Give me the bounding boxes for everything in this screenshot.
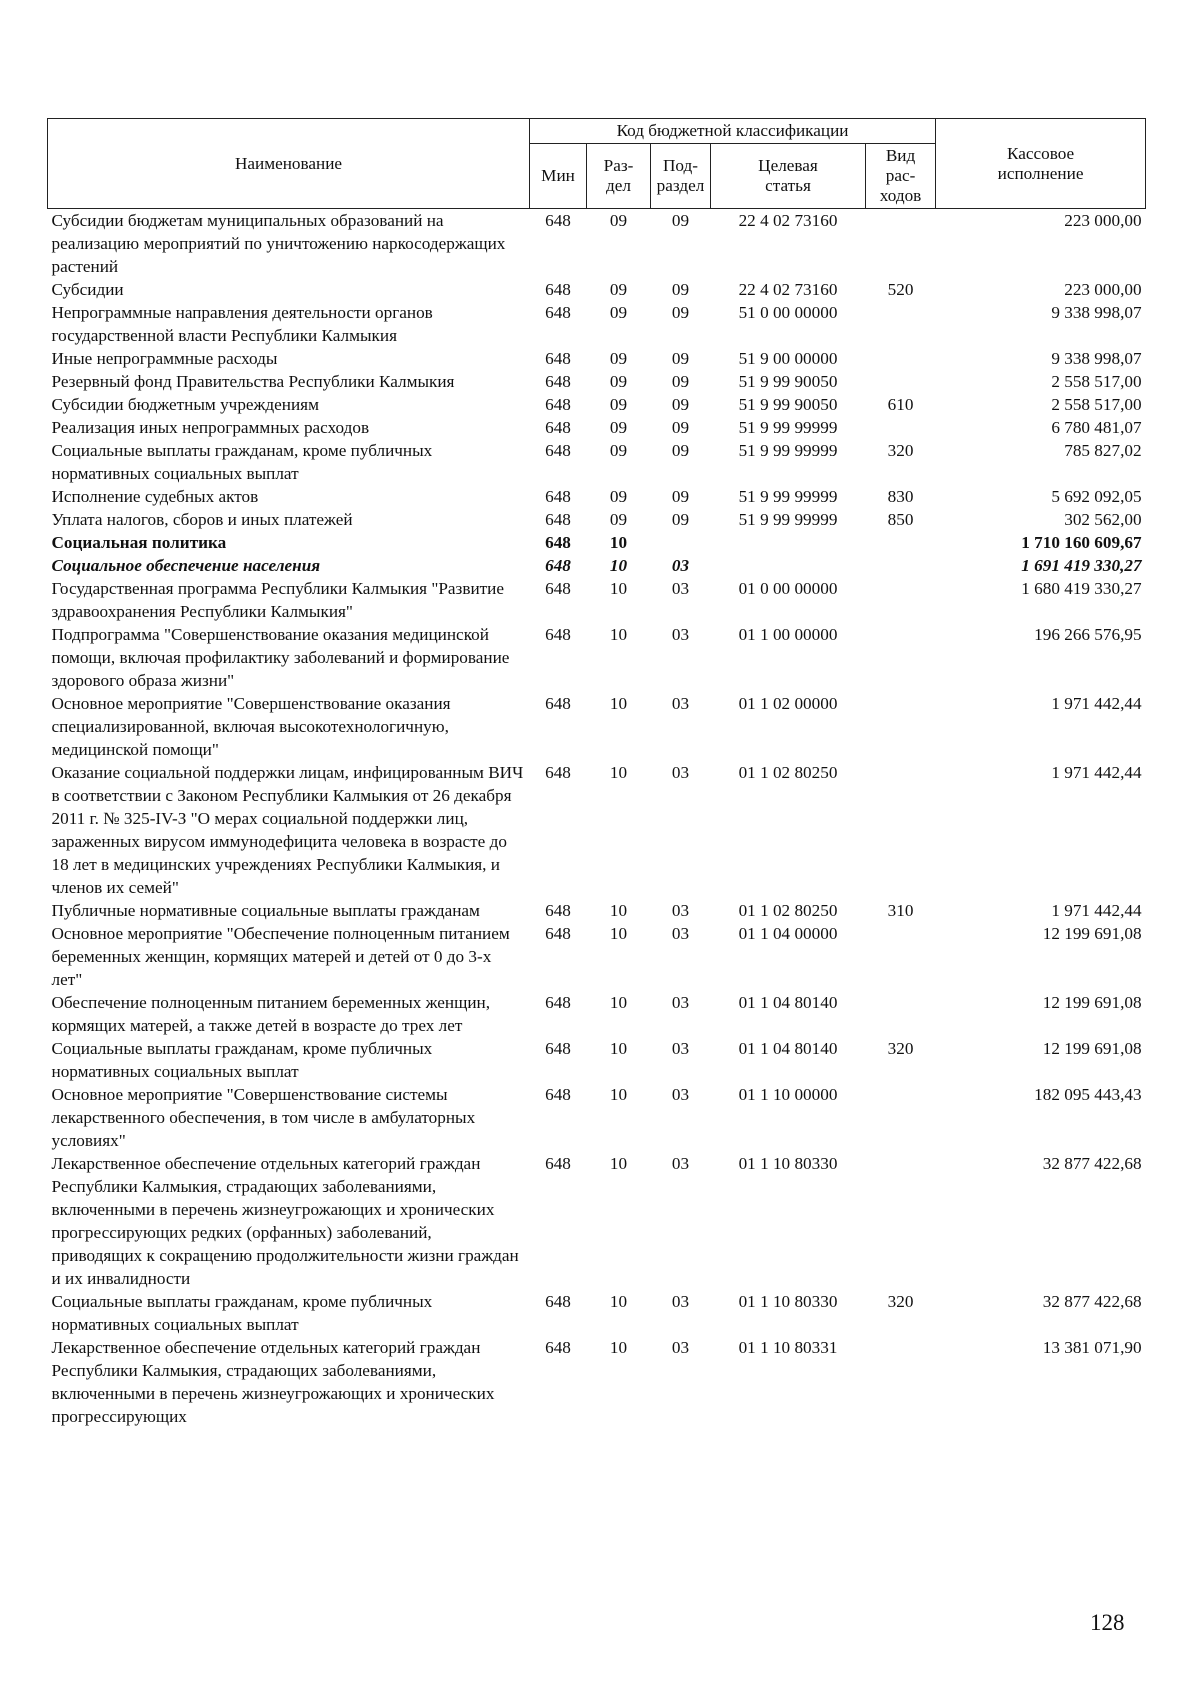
row-podrazdel: 03 [671, 556, 690, 575]
table-row [48, 1037, 1146, 1083]
row-name: Субсидии бюджетным учреждениям [51, 395, 319, 414]
row-name: Социальное обеспечение населения [51, 556, 321, 575]
row-min: 648 [545, 418, 571, 437]
row-celevaya: 01 1 00 00000 [738, 625, 838, 644]
header-code-group: Код бюджетной классификации [530, 119, 936, 144]
row-name: Основное мероприятие "Совершенствование оказания специализированной, включая высокотехнологичную, медицинской помощи" [51, 694, 451, 759]
row-celevaya [711, 531, 866, 554]
row-min: 648 [545, 1039, 571, 1058]
row-podrazdel [651, 531, 711, 554]
row-vid [866, 554, 936, 577]
row-celevaya: 01 1 04 80140 [738, 993, 838, 1012]
row-razdel: 09 [609, 487, 628, 506]
header-kassovoe: Кассовое исполнение [936, 119, 1146, 209]
row-podrazdel: 09 [671, 280, 690, 299]
row-razdel: 10 [609, 579, 628, 598]
row-celevaya: 51 9 99 90050 [738, 372, 838, 391]
row-razdel: 10 [609, 1039, 628, 1058]
table-row [48, 301, 1146, 347]
row-podrazdel: 03 [671, 625, 690, 644]
row-name: Исполнение судебных актов [51, 487, 259, 506]
row-min: 648 [545, 349, 571, 368]
row-vid [866, 1336, 936, 1428]
row-celevaya: 01 1 02 80250 [738, 763, 838, 782]
row-name: Основное мероприятие "Совершенствование системы лекарственного обеспечения, в том числе в амбулаторных условиях" [51, 1085, 476, 1150]
row-vid: 320 [887, 441, 914, 460]
table-row [48, 393, 1146, 416]
row-vid [866, 301, 936, 347]
table-header [48, 119, 1146, 209]
table-row [48, 554, 1146, 577]
row-podrazdel: 03 [671, 694, 690, 713]
row-celevaya: 51 9 99 99999 [738, 441, 838, 460]
row-vid: 610 [887, 395, 914, 414]
row-podrazdel: 03 [671, 993, 690, 1012]
row-min: 648 [545, 303, 571, 322]
row-amount: 12 199 691,08 [1042, 924, 1142, 943]
row-amount: 9 338 998,07 [1051, 303, 1142, 322]
row-name: Реализация иных непрограммных расходов [51, 418, 370, 437]
row-name: Государственная программа Республики Калмыкия "Развитие здравоохранения Республики Калмыкия" [51, 579, 504, 621]
table-row [48, 209, 1146, 279]
row-razdel: 09 [609, 395, 628, 414]
row-name: Лекарственное обеспечение отдельных категорий граждан Республики Калмыкия, страдающих заболеваниями, включенными в перечень жизнеугрожающих и хронических прогрессирующих редких (орфанных) заболеваний, приводящих к сокращению продолжительности жизни граждан и их инвалидности [51, 1154, 519, 1288]
row-razdel: 09 [609, 441, 628, 460]
header-podrazdel: Под- раздел [651, 144, 711, 209]
table-row [48, 761, 1146, 899]
row-celevaya: 51 9 00 00000 [738, 349, 838, 368]
row-razdel: 10 [609, 1292, 628, 1311]
row-amount: 223 000,00 [1064, 211, 1142, 230]
row-podrazdel: 09 [671, 441, 690, 460]
table-row [48, 278, 1146, 301]
row-amount: 5 692 092,05 [1051, 487, 1142, 506]
table-body [48, 209, 1146, 1429]
row-celevaya: 01 1 10 80330 [738, 1292, 838, 1311]
row-min: 648 [545, 1292, 571, 1311]
header-min: Мин [530, 144, 587, 209]
row-name: Лекарственное обеспечение отдельных категорий граждан Республики Калмыкия, страдающих заболеваниями, включенными в перечень жизнеугрожающих и хронических прогрессирующих [51, 1338, 495, 1426]
row-min: 648 [545, 763, 571, 782]
row-podrazdel: 09 [671, 372, 690, 391]
row-razdel: 10 [609, 1338, 628, 1357]
row-razdel: 09 [609, 418, 628, 437]
row-amount: 1 971 442,44 [1051, 901, 1142, 920]
table-row [48, 508, 1146, 531]
row-razdel: 09 [609, 280, 628, 299]
row-min: 648 [545, 924, 571, 943]
row-min: 648 [545, 280, 571, 299]
row-vid [866, 761, 936, 899]
row-celevaya: 01 1 04 80140 [738, 1039, 838, 1058]
row-razdel: 09 [609, 349, 628, 368]
row-vid [866, 991, 936, 1037]
row-razdel: 10 [609, 625, 628, 644]
table-row [48, 531, 1146, 554]
table-row [48, 692, 1146, 761]
row-amount: 1 680 419 330,27 [1021, 579, 1142, 598]
row-podrazdel: 03 [671, 1085, 690, 1104]
row-name: Социальные выплаты гражданам, кроме публичных нормативных социальных выплат [51, 1039, 433, 1081]
row-name: Иные непрограммные расходы [51, 349, 278, 368]
row-razdel: 10 [609, 763, 628, 782]
row-podrazdel: 03 [671, 1338, 690, 1357]
row-amount: 12 199 691,08 [1042, 1039, 1142, 1058]
row-amount: 302 562,00 [1064, 510, 1142, 529]
row-celevaya: 51 9 99 99999 [738, 418, 838, 437]
row-name: Основное мероприятие "Обеспечение полноценным питанием беременных женщин, кормящих матерей и детей от 0 до 3-х лет" [51, 924, 510, 989]
row-razdel: 09 [609, 211, 628, 230]
row-amount: 32 877 422,68 [1042, 1154, 1142, 1173]
row-podrazdel: 09 [671, 349, 690, 368]
row-vid [866, 577, 936, 623]
row-celevaya: 22 4 02 73160 [738, 280, 838, 299]
row-amount: 2 558 517,00 [1051, 395, 1142, 414]
row-vid [866, 1083, 936, 1152]
table-row [48, 1290, 1146, 1336]
row-name: Непрограммные направления деятельности органов государственной власти Республики Калмыкия [51, 303, 433, 345]
row-min: 648 [545, 901, 571, 920]
table-row [48, 991, 1146, 1037]
row-min: 648 [545, 533, 571, 552]
row-min: 648 [545, 694, 571, 713]
row-podrazdel: 09 [671, 510, 690, 529]
row-podrazdel: 09 [671, 487, 690, 506]
row-amount: 6 780 481,07 [1051, 418, 1142, 437]
row-celevaya: 51 9 99 99999 [738, 487, 838, 506]
row-celevaya: 51 0 00 00000 [738, 303, 838, 322]
row-vid [866, 209, 936, 279]
row-podrazdel: 03 [671, 901, 690, 920]
row-amount: 1 971 442,44 [1051, 763, 1142, 782]
row-celevaya: 01 1 10 80330 [738, 1154, 838, 1173]
row-min: 648 [545, 510, 571, 529]
row-podrazdel: 03 [671, 924, 690, 943]
row-name: Оказание социальной поддержки лицам, инфицированным ВИЧ в соответствии с Законом Республики Калмыкия от 26 декабря 2011 г. № 325-IV-З "О мерах социальной поддержки лиц, зараженных вирусом иммунодефицита человека в возрасте до 18 лет в медицинских учреждениях Республики Калмыкия, и членов их семей" [51, 763, 524, 897]
row-vid [866, 1152, 936, 1290]
row-celevaya: 01 1 04 00000 [738, 924, 838, 943]
row-amount: 1 710 160 609,67 [1021, 533, 1142, 552]
row-podrazdel: 03 [671, 1039, 690, 1058]
row-celevaya: 01 1 10 00000 [738, 1085, 838, 1104]
header-vid: Вид рас- ходов [866, 144, 936, 209]
header-celevaya: Целевая статья [711, 144, 866, 209]
row-amount: 223 000,00 [1064, 280, 1142, 299]
budget-table [47, 118, 1146, 1428]
row-razdel: 10 [609, 901, 628, 920]
row-name: Подпрограмма "Совершенствование оказания медицинской помощи, включая профилактику заболеваний и формирование здорового образа жизни" [51, 625, 510, 690]
row-vid [866, 623, 936, 692]
row-razdel: 09 [609, 303, 628, 322]
row-razdel: 09 [609, 372, 628, 391]
row-amount: 32 877 422,68 [1042, 1292, 1142, 1311]
row-name: Обеспечение полноценным питанием беременных женщин, кормящих матерей, а также детей в возрасте до трех лет [51, 993, 491, 1035]
row-razdel: 10 [609, 694, 628, 713]
row-name: Публичные нормативные социальные выплаты гражданам [51, 901, 480, 920]
row-razdel: 10 [609, 924, 628, 943]
row-vid: 310 [887, 901, 914, 920]
row-vid [866, 531, 936, 554]
row-min: 648 [545, 395, 571, 414]
row-min: 648 [545, 579, 571, 598]
header-razdel: Раз- дел [587, 144, 651, 209]
row-vid [866, 692, 936, 761]
table-row [48, 485, 1146, 508]
row-amount: 9 338 998,07 [1051, 349, 1142, 368]
row-amount: 1 971 442,44 [1051, 694, 1142, 713]
row-name: Резервный фонд Правительства Республики Калмыкия [51, 372, 455, 391]
row-min: 648 [545, 556, 571, 575]
row-vid [866, 922, 936, 991]
row-min: 648 [545, 372, 571, 391]
table-row [48, 370, 1146, 393]
table-row [48, 623, 1146, 692]
row-vid: 320 [887, 1039, 914, 1058]
row-min: 648 [545, 441, 571, 460]
row-min: 648 [545, 625, 571, 644]
row-vid: 320 [887, 1292, 914, 1311]
row-name: Социальные выплаты гражданам, кроме публичных нормативных социальных выплат [51, 441, 433, 483]
row-amount: 182 095 443,43 [1034, 1085, 1142, 1104]
row-vid: 830 [887, 487, 914, 506]
row-min: 648 [545, 1154, 571, 1173]
row-podrazdel: 03 [671, 1292, 690, 1311]
row-celevaya: 22 4 02 73160 [738, 211, 838, 230]
row-min: 648 [545, 1338, 571, 1357]
row-amount: 2 558 517,00 [1051, 372, 1142, 391]
table-row [48, 899, 1146, 922]
page-number: 128 [1090, 1610, 1125, 1635]
row-podrazdel: 09 [671, 395, 690, 414]
table-row [48, 1152, 1146, 1290]
row-razdel: 10 [609, 1154, 628, 1173]
row-name: Субсидии [51, 280, 124, 299]
row-name: Уплата налогов, сборов и иных платежей [51, 510, 353, 529]
row-amount: 196 266 576,95 [1034, 625, 1142, 644]
row-name: Социальная политика [51, 533, 227, 552]
row-celevaya: 01 1 10 80331 [738, 1338, 838, 1357]
row-razdel: 10 [609, 556, 628, 575]
row-vid: 850 [887, 510, 914, 529]
row-podrazdel: 09 [671, 303, 690, 322]
row-vid [866, 416, 936, 439]
row-vid: 520 [887, 280, 914, 299]
row-podrazdel: 03 [671, 763, 690, 782]
header-name: Наименование [48, 119, 530, 209]
row-celevaya: 51 9 99 90050 [738, 395, 838, 414]
table-row [48, 1083, 1146, 1152]
row-min: 648 [545, 211, 571, 230]
table-row [48, 922, 1146, 991]
row-celevaya: 51 9 99 99999 [738, 510, 838, 529]
row-razdel: 10 [609, 993, 628, 1012]
row-amount: 12 199 691,08 [1042, 993, 1142, 1012]
row-podrazdel: 09 [671, 418, 690, 437]
row-podrazdel: 03 [671, 1154, 690, 1173]
row-amount: 785 827,02 [1064, 441, 1142, 460]
row-razdel: 10 [609, 533, 628, 552]
row-celevaya [711, 554, 866, 577]
row-vid [866, 370, 936, 393]
row-min: 648 [545, 487, 571, 506]
row-podrazdel: 09 [671, 211, 690, 230]
row-min: 648 [545, 993, 571, 1012]
table-row [48, 577, 1146, 623]
table-row [48, 439, 1146, 485]
row-name: Социальные выплаты гражданам, кроме публичных нормативных социальных выплат [51, 1292, 433, 1334]
row-celevaya: 01 0 00 00000 [738, 579, 838, 598]
row-celevaya: 01 1 02 00000 [738, 694, 838, 713]
table-row [48, 416, 1146, 439]
row-razdel: 10 [609, 1085, 628, 1104]
row-name: Субсидии бюджетам муниципальных образований на реализацию мероприятий по уничтожению наркосодержащих растений [51, 211, 506, 276]
table-row [48, 347, 1146, 370]
table-row [48, 1336, 1146, 1428]
row-vid [866, 347, 936, 370]
row-podrazdel: 03 [671, 579, 690, 598]
row-amount: 13 381 071,90 [1042, 1338, 1142, 1357]
row-amount: 1 691 419 330,27 [1021, 556, 1142, 575]
row-min: 648 [545, 1085, 571, 1104]
row-celevaya: 01 1 02 80250 [738, 901, 838, 920]
row-razdel: 09 [609, 510, 628, 529]
